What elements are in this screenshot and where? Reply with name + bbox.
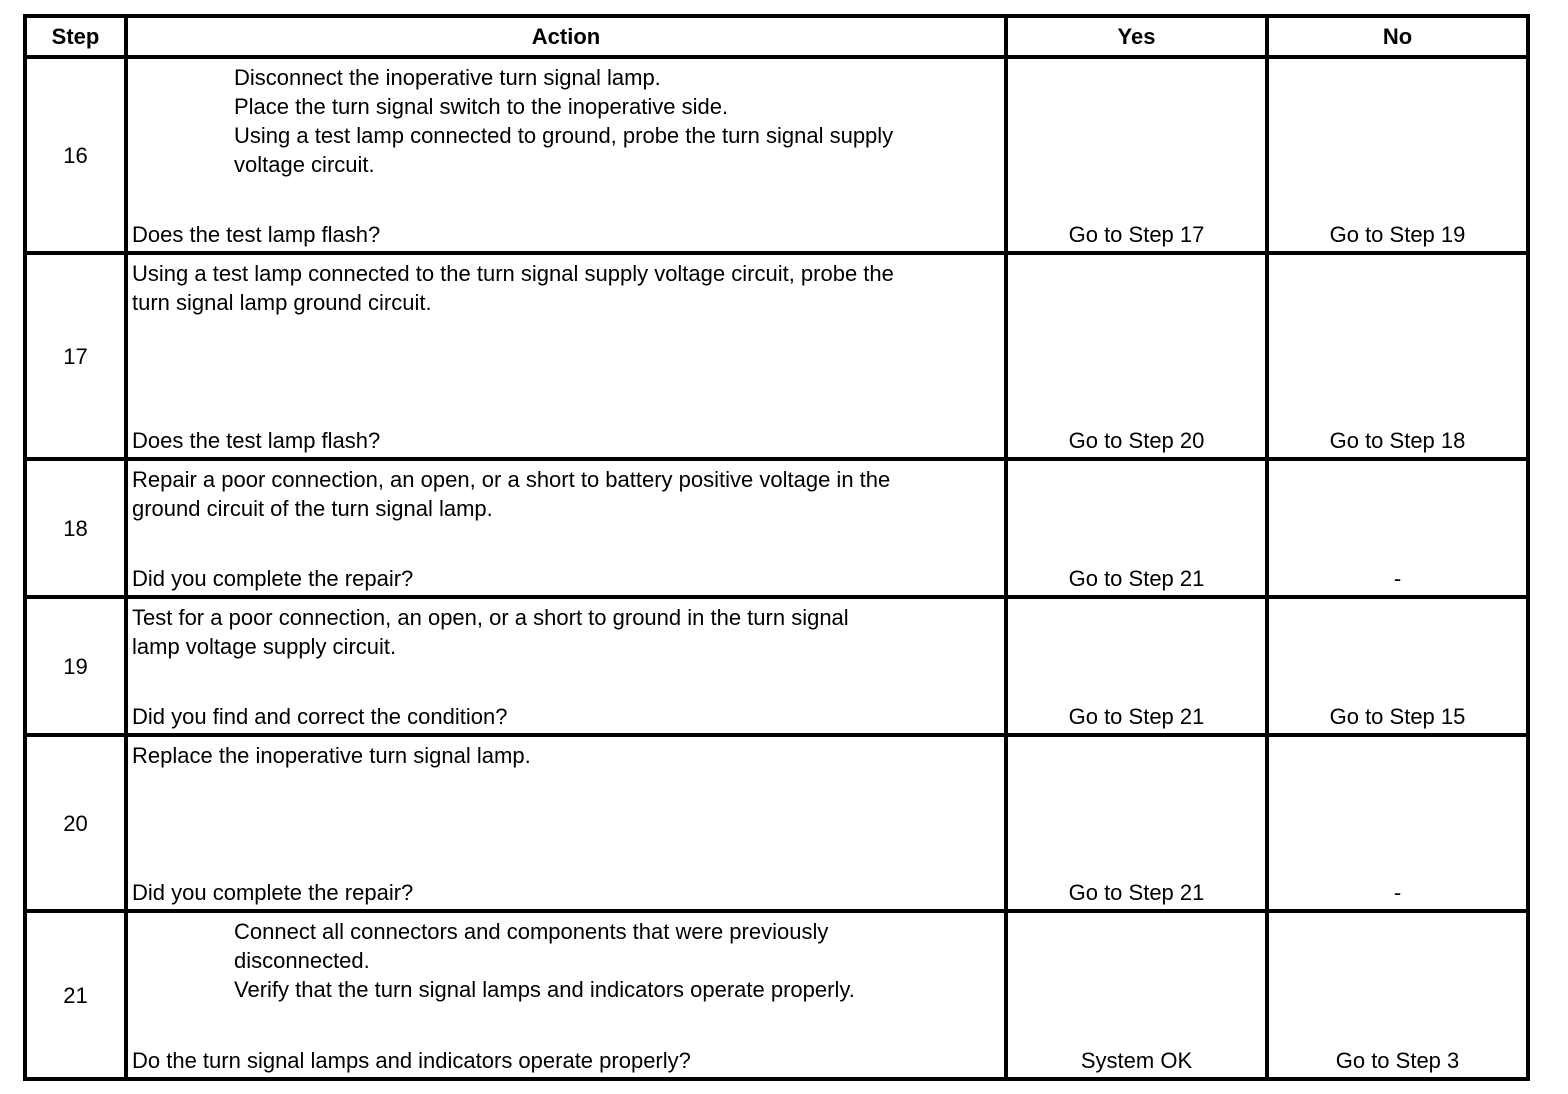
action-line: Test for a poor connection, an open, or a short to ground in the turn signal [132,605,849,630]
action-line: Repair a poor connection, an open, or a short to battery positive voltage in the [132,467,891,492]
yes-result: Go to Step 21 [1068,704,1205,729]
yes-result: Go to Step 17 [1068,222,1205,247]
table-row [25,911,1528,1079]
action-line: Replace the inoperative turn signal lamp. [132,743,531,768]
action-cell [126,597,1006,735]
no-result: - [1393,880,1402,905]
action-line: voltage circuit. [234,152,375,177]
step-number: 19 [25,597,126,735]
table-row [25,735,1528,911]
action-line: Disconnect the inoperative turn signal lamp. [234,65,661,90]
no-cell [1267,735,1528,911]
action-line: disconnected. [234,948,370,973]
yes-result: Go to Step 20 [1068,428,1205,453]
yes-cell [1006,57,1267,253]
header-no: No [1267,16,1528,57]
header-action: Action [126,16,1006,57]
header-yes: Yes [1006,16,1267,57]
step-number: 18 [25,459,126,597]
no-result: Go to Step 19 [1329,222,1466,247]
action-cell [126,735,1006,911]
action-line: Using a test lamp connected to the turn signal supply voltage circuit, probe the [132,261,894,286]
diagnostic-table [23,14,1530,1081]
action-line: ground circuit of the turn signal lamp. [132,496,493,521]
action-question: Does the test lamp flash? [132,222,381,247]
action-cell [126,57,1006,253]
table-row [25,459,1528,597]
yes-result: System OK [1080,1048,1193,1073]
action-line: lamp voltage supply circuit. [132,634,397,659]
step-number: 20 [25,735,126,911]
yes-cell [1006,459,1267,597]
no-result: Go to Step 3 [1335,1048,1460,1073]
yes-cell [1006,597,1267,735]
no-cell [1267,911,1528,1079]
action-line: Verify that the turn signal lamps and indicators operate properly. [234,977,855,1002]
no-cell [1267,253,1528,459]
action-line: Place the turn signal switch to the inoperative side. [234,94,729,119]
table-row [25,597,1528,735]
no-cell [1267,459,1528,597]
step-number: 16 [25,57,126,253]
table-row [25,57,1528,253]
step-number: 17 [25,253,126,459]
yes-result: Go to Step 21 [1068,880,1205,905]
action-question: Does the test lamp flash? [132,428,381,453]
no-cell [1267,597,1528,735]
step-number: 21 [25,911,126,1079]
action-line: Using a test lamp connected to ground, probe the turn signal supply [234,123,894,148]
action-line: Connect all connectors and components that were previously [234,919,829,944]
action-question: Did you complete the repair? [132,566,414,591]
yes-cell [1006,735,1267,911]
action-cell [126,911,1006,1079]
no-result: Go to Step 18 [1329,428,1466,453]
action-cell [126,253,1006,459]
header-step: Step [25,16,126,57]
yes-result: Go to Step 21 [1068,566,1205,591]
action-question: Did you complete the repair? [132,880,414,905]
action-question: Did you find and correct the condition? [132,704,508,729]
no-result: - [1393,566,1402,591]
no-result: Go to Step 15 [1329,704,1466,729]
yes-cell [1006,911,1267,1079]
yes-cell [1006,253,1267,459]
no-cell [1267,57,1528,253]
action-cell [126,459,1006,597]
action-line: turn signal lamp ground circuit. [132,290,432,315]
table-row [25,253,1528,459]
header-row [25,16,1528,57]
action-question: Do the turn signal lamps and indicators operate properly? [132,1048,691,1073]
